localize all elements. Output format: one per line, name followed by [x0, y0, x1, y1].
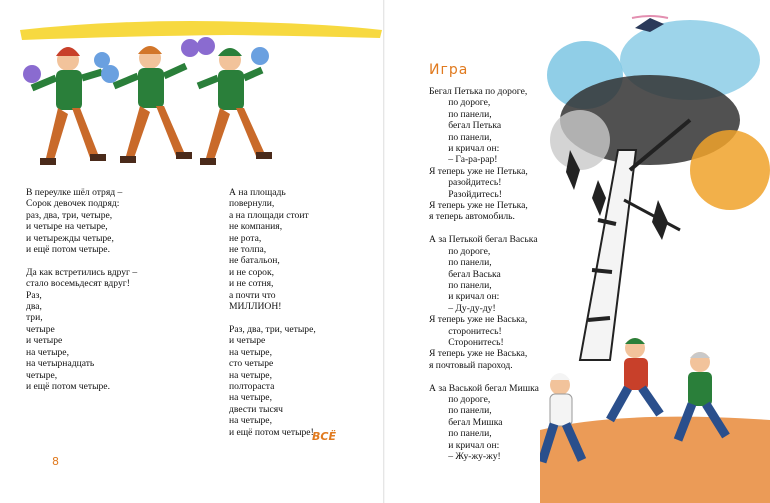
poem-title: Игра [429, 62, 469, 78]
end-mark: ВСЁ [312, 430, 336, 443]
poem-column-2: А на площадь повернули, а на площади стоит не компания, не рота, не толпа, не батальон, и не сорок, и не сотня, а почти что МИЛЛИОН! Раз, два, три, четыре, и четыре на четыре, сто четыре на четыре, полтораста на четыре, двести тысяч на четыре, и ещё потом четыре! [229, 187, 316, 438]
poem-column-1: В переулке шёл отряд – Сорок девочек подряд: раз, два, три, четыре, и четыре на четыре, и четырежды четыре, и ещё потом четыре. Да как встретились вдруг – стало восемьдесят вдруг! Раз, два, три, четыре и четыре на четыре, на четырнадцать четыре, и ещё потом четыре. [26, 187, 138, 392]
girls-marching-illustration [10, 8, 385, 186]
birch-tree-running-boys-illustration [540, 0, 770, 503]
page-number: 8 [52, 455, 59, 468]
right-page [385, 0, 770, 503]
poem-body: Бегал Петька по дороге, по дороге, по панели, бегал Петька по панели, и кричал он: – Га-ра-рар! Я теперь уже не Петька, разойдитесь! Разойдитесь! Я теперь уже не Петька, я теперь автомобиль. А за Петькой бегал Васька по дороге, по панели, бегал Васька по панели, и кричал он: – Ду-ду-ду! Я теперь уже не Васька, сторонитесь! Сторонитесь! Я теперь уже не Васька, я почтовый пароход. А за Васькой бегал Мишка по дороге, по панели, бегал Мишка по панели, и кричал он: – Жу-жу-жу! [429, 86, 539, 462]
